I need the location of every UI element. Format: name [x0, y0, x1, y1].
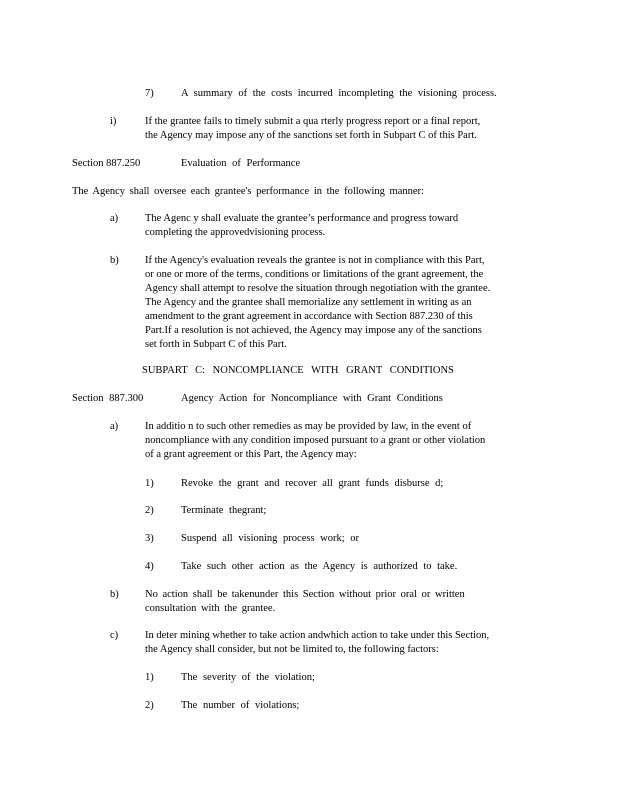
- line: The Agenc y shall evaluate the grantee’s performance and progress toward: [145, 213, 459, 224]
- line: In additio n to such other remedies as may be provided by law, in the event of: [145, 421, 472, 432]
- line: set forth in Subpart C of this Part.: [145, 339, 287, 350]
- factor-2-label: 2): [145, 700, 154, 711]
- line: No action shall be takenunder this Section without prior oral or written: [145, 589, 465, 600]
- factor-1-label: 1): [145, 672, 154, 683]
- sub-4-text: Take such other action as the Agency is authorized to take.: [181, 561, 458, 572]
- line: of a grant agreement or this Part, the Agency may:: [145, 449, 357, 460]
- item-i-label: i): [110, 116, 117, 127]
- item-7-text: A summary of the costs incurred incompleting the visioning process.: [181, 88, 497, 99]
- item-300-b-label: b): [110, 589, 119, 600]
- section-887-250-label: Section 887.250: [72, 158, 141, 169]
- item-300-c-text: [145, 629, 535, 657]
- section-887-300-title: Agency Action for Noncompliance with Grant Conditions: [181, 393, 443, 404]
- item-300-b-text: [145, 588, 535, 616]
- line: If the grantee fails to timely submit a qua rterly progress report or a final report,: [145, 116, 481, 127]
- line: completing the approvedvisioning process.: [145, 227, 326, 238]
- section-887-300-label: Section 887.300: [72, 393, 144, 404]
- section-887-250-title: Evaluation of Performance: [181, 158, 301, 169]
- line: consultation with the grantee.: [145, 603, 276, 614]
- subpart-c-heading: SUBPART C: NONCOMPLIANCE WITH GRANT CONDITIONS: [142, 365, 454, 376]
- factor-2-text: The number of violations;: [181, 700, 300, 711]
- item-b-text: [145, 254, 535, 352]
- intro-text: The Agency shall oversee each grantee's performance in the following manner:: [72, 186, 424, 197]
- line: the Agency may impose any of the sanctions set forth in Subpart C of this Part.: [145, 130, 477, 141]
- factor-1-text: The severity of the violation;: [181, 672, 315, 683]
- line: noncompliance with any condition imposed pursuant to a grant or other violation: [145, 435, 486, 446]
- sub-3-label: 3): [145, 533, 154, 544]
- line: If the Agency's evaluation reveals the grantee is not in compliance with this Part,: [145, 255, 485, 266]
- sub-2-text: Terminate thegrant;: [181, 505, 267, 516]
- item-300-a-label: a): [110, 421, 119, 432]
- line: the Agency shall consider, but not be limited to, the following factors:: [145, 644, 439, 655]
- item-7-label: 7): [145, 88, 154, 99]
- sub-1-text: Revoke the grant and recover all grant funds disburse d;: [181, 478, 444, 489]
- line: In deter mining whether to take action andwhich action to take under this Section,: [145, 630, 490, 641]
- line: Agency shall attempt to resolve the situation through negotiation with the grantee.: [145, 283, 491, 294]
- item-i-text: [145, 115, 530, 143]
- sub-3-text: Suspend all visioning process work; or: [181, 533, 360, 544]
- line: The Agency and the grantee shall memorialize any settlement in writing as an: [145, 297, 472, 308]
- item-b-label: b): [110, 255, 119, 266]
- line: Part.If a resolution is not achieved, the Agency may impose any of the sanctions: [145, 325, 482, 336]
- line: amendment to the grant agreement in accordance with Section 887.230 of this: [145, 311, 473, 322]
- sub-1-label: 1): [145, 478, 154, 489]
- sub-4-label: 4): [145, 561, 154, 572]
- item-300-a-text: [145, 420, 535, 462]
- line: or one or more of the terms, conditions or limitations of the grant agreement, the: [145, 269, 484, 280]
- item-a-label: a): [110, 213, 119, 224]
- item-300-c-label: c): [110, 630, 119, 641]
- item-a-text: [145, 212, 530, 240]
- sub-2-label: 2): [145, 505, 154, 516]
